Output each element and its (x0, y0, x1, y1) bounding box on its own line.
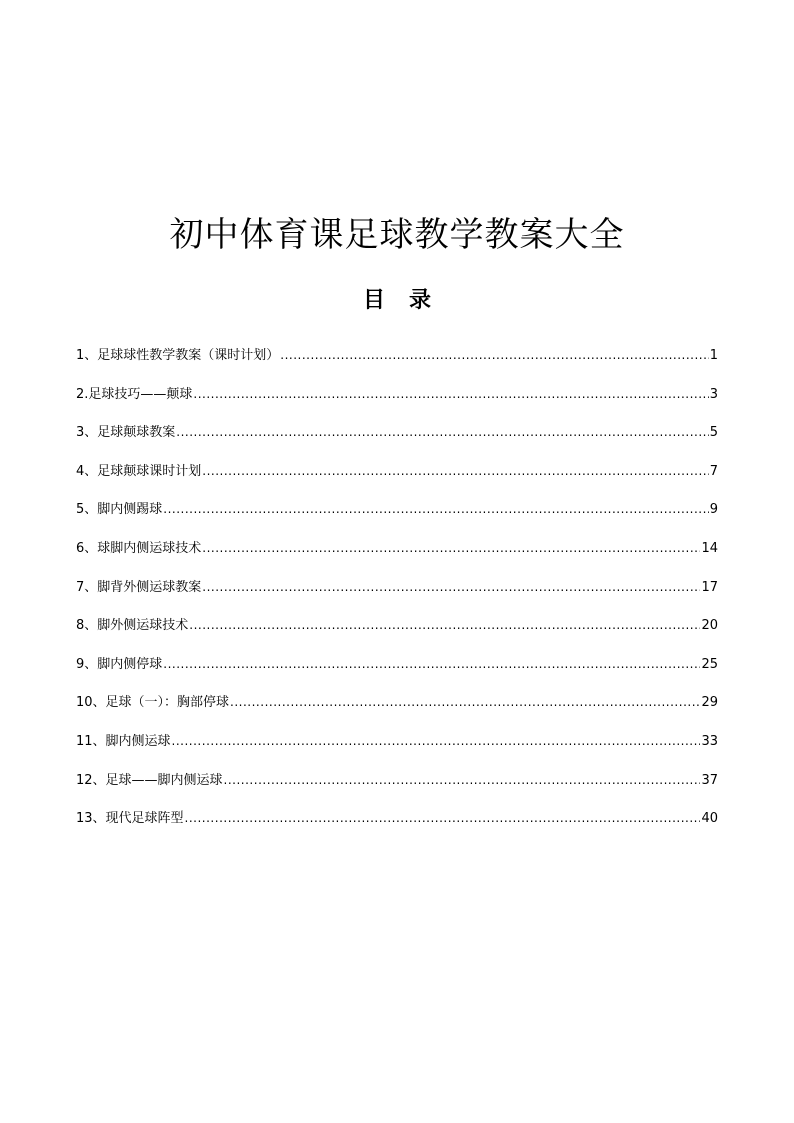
toc-entry-label: 7、脚背外侧运球教案 (76, 579, 202, 595)
toc-entry-page: 40 (701, 811, 718, 827)
toc-entry-label: 6、球脚内侧运球技术 (76, 540, 202, 556)
toc-dot-leader (224, 769, 701, 791)
toc-dot-leader (202, 460, 708, 482)
toc-entry-label: 5、脚内侧踢球 (76, 502, 163, 518)
toc-entry-label: 11、脚内侧运球 (76, 733, 171, 749)
toc-dot-leader (172, 730, 701, 752)
toc-entry-label: 8、脚外侧运球技术 (76, 618, 189, 634)
toc-dot-leader (193, 383, 708, 405)
toc-entry-label: 2.足球技巧——颠球 (76, 386, 193, 402)
toc-dot-leader (280, 344, 708, 366)
toc-entry-3[interactable] (76, 421, 718, 460)
toc-entry-5[interactable] (76, 498, 718, 537)
toc-dot-leader (176, 421, 708, 443)
document-title: 初中体育课足球教学教案大全 (169, 215, 625, 255)
toc-entry-page: 37 (701, 772, 718, 788)
toc-entry-11[interactable] (76, 730, 718, 769)
toc-dot-leader (185, 807, 701, 829)
toc-entry-12[interactable] (76, 769, 718, 808)
toc-entry-label: 9、脚内侧停球 (76, 656, 163, 672)
toc-entry-label: 10、足球（一）：胸部停球 (76, 695, 230, 711)
toc-entry-page: 1 (709, 348, 718, 363)
toc-entry-page: 5 (709, 425, 718, 441)
toc-dot-leader (202, 576, 700, 598)
toc-entry-page: 9 (709, 502, 718, 518)
toc-dot-leader (202, 537, 700, 559)
toc-entry-2[interactable] (76, 383, 718, 422)
toc-dot-leader (230, 691, 700, 713)
toc-entry-page: 20 (701, 618, 718, 634)
toc-entry-6[interactable] (76, 537, 718, 576)
toc-entry-label: 3、足球颠球教案 (76, 425, 176, 441)
toc-dot-leader (189, 614, 700, 636)
toc-entry-label: 13、现代足球阵型 (76, 811, 184, 827)
toc-entry-label: 4、足球颠球课时计划 (76, 463, 202, 479)
toc-entry-page: 33 (701, 733, 718, 749)
toc-entry-label: 1、足球球性教学教案（课时计划） (76, 348, 280, 363)
toc-entry-page: 17 (701, 579, 718, 595)
toc-dot-leader (163, 653, 700, 675)
toc-entry-page: 7 (709, 463, 718, 479)
toc-entry-page: 29 (701, 695, 718, 711)
toc-entry-13[interactable] (76, 807, 718, 846)
toc-entry-9[interactable] (76, 653, 718, 692)
toc-entry-page: 25 (701, 656, 718, 672)
table-of-contents (76, 344, 718, 846)
toc-entry-7[interactable] (76, 576, 718, 615)
toc-entry-label: 12、足球——脚内侧运球 (76, 772, 223, 788)
toc-entry-4[interactable] (76, 460, 718, 499)
toc-entry-1[interactable] (76, 344, 718, 383)
toc-entry-8[interactable] (76, 614, 718, 653)
toc-dot-leader (163, 498, 708, 520)
toc-heading: 目录 (362, 287, 455, 313)
toc-entry-page: 14 (701, 540, 718, 556)
toc-entry-page: 3 (709, 386, 718, 402)
toc-entry-10[interactable] (76, 691, 718, 730)
